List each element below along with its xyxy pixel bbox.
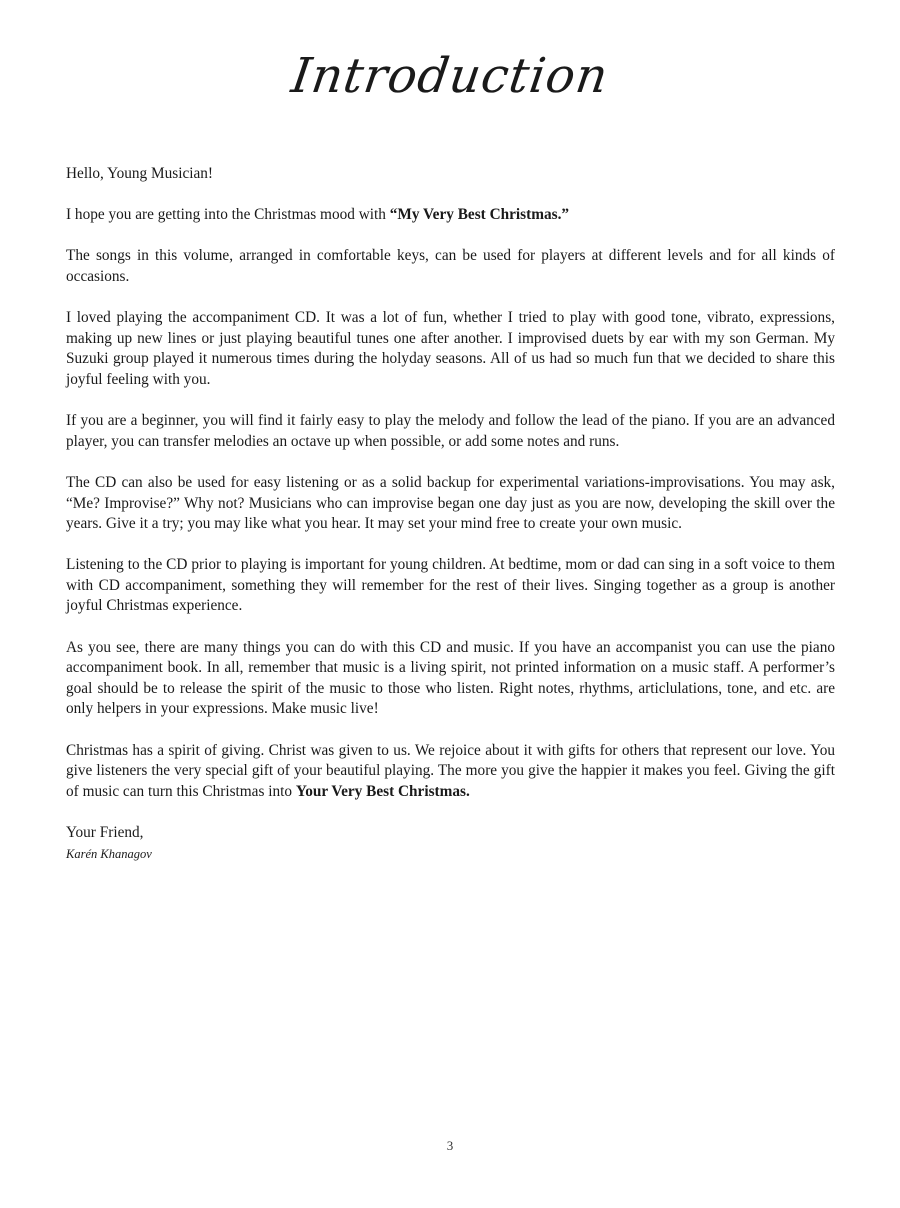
page-number: 3 [446,1138,454,1153]
paragraph-8-text: Christmas has a spirit of giving. Christ was given to us. We rejoice about it with gifts for others that represent our love. You give listeners the very special gift of your beautiful playing. The more you give the happier it makes you feel. Giving the gift of music can turn this Christmas into [66,741,835,800]
paragraph-3: I loved playing the accompaniment CD. It was a lot of fun, whether I tried to play with good tone, vibrato, expressions, making up new lines or just playing beautiful tunes one after another. I improvised duets by ear with my son German. My Suzuki group played it numerous times during the holyday seasons. All of us had so much fun that we decided to share this joyful feeling with you. [66,309,835,388]
signer-name: Karén Khanagov [66,846,152,861]
paragraph-2: The songs in this volume, arranged in comfortable keys, can be used for players at different levels and for all kinds of occasions. [66,247,835,285]
paragraph-8 [66,741,835,803]
greeting: Hello, Young Musician! [66,165,214,182]
paragraph-5: The CD can also be used for easy listening or as a solid backup for experimental variations-improvisations. You may ask, “Me? Improvise?” Why not? Musicians who can improvise began one day just as you are now, developing the skill over the years. Give it a try; you may like what you hear. It may set your mind free to create your own music. [66,473,835,533]
paragraph-1 [66,205,835,226]
closing-line: Your Friend, [66,824,144,841]
paragraph-7: As you see, there are many things you can do with this CD and music. If you have an accompanist you can use the piano accompaniment book. In all, remember that music is a living spirit, not printed information on a music staff. A performer’s goal should be to release the spirit of the music to those who listen. Right notes, rhythms, articlulations, tone, and etc. are only helpers in your expressions. Make music live! [66,638,835,718]
signature-block [66,823,835,864]
book-title-bold: “My Very Best Christmas.” [389,206,570,224]
paragraph-4: If you are a beginner, you will find it fairly easy to play the melody and follow the lead of the piano. If you are an advanced player, you can transfer melodies an octave up when possible, or add some notes and runs. [66,412,835,450]
paragraph-6: Listening to the CD prior to playing is important for young children. At bedtime, mom or dad can sing in a soft voice to them with CD accompaniment, something they will remember for the rest of their lives. Singing together as a group is another joyful Christmas experience. [66,556,835,615]
paragraph-1-text: I hope you are getting into the Christmas mood with [66,206,390,224]
closing-title-bold: Your Very Best Christmas. [295,782,470,800]
letter-body [66,164,835,885]
page-title: Introduction [288,48,612,104]
